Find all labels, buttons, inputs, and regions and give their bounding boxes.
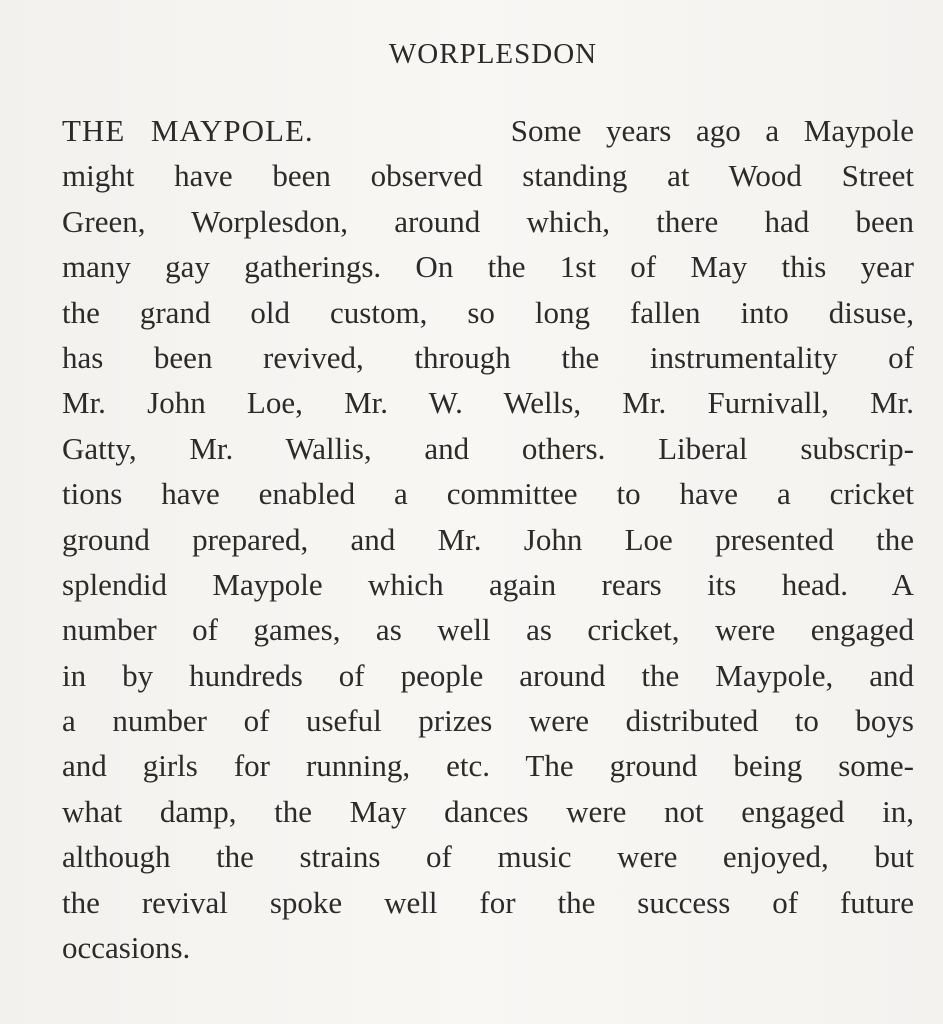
page-heading: WORPLESDON bbox=[388, 38, 598, 70]
article-line: tions have enabled a committee to have a cricket bbox=[62, 476, 914, 512]
article-line: a number of useful prizes were distributed to boys bbox=[62, 703, 914, 739]
article-line-text: Some years ago a Maypole bbox=[510, 113, 914, 148]
article-line: and girls for running, etc. The ground being some- bbox=[62, 748, 914, 784]
article-line: might have been observed standing at Wood Street bbox=[62, 158, 914, 194]
article-line: what damp, the May dances were not engaged in, bbox=[62, 793, 914, 829]
article-body bbox=[62, 108, 914, 970]
article-line: has been revived, through the instrumentality of bbox=[62, 339, 914, 375]
article-line: the revival spoke well for the success of future bbox=[62, 884, 914, 920]
article-line: although the strains of music were enjoyed, but bbox=[62, 839, 914, 875]
article-line: many gay gatherings. On the 1st of May this year bbox=[62, 249, 914, 285]
article-line: Gatty, Mr. Wallis, and others. Liberal subscrip- bbox=[62, 430, 914, 466]
article-line: Green, Worplesdon, around which, there had been bbox=[62, 203, 914, 239]
article-line-last: occasions. bbox=[62, 930, 191, 966]
article-line: number of games, as well as cricket, were engaged bbox=[62, 612, 914, 648]
run-in-title: THE MAYPOLE. bbox=[62, 113, 314, 148]
article-line-first bbox=[62, 108, 914, 153]
article-line: splendid Maypole which again rears its head. A bbox=[62, 566, 914, 602]
article-line: in by hundreds of people around the Maypole, and bbox=[62, 657, 914, 693]
article-line: ground prepared, and Mr. John Loe presented the bbox=[62, 521, 914, 557]
article-line: the grand old custom, so long fallen into disuse, bbox=[62, 294, 914, 330]
article-line: Mr. John Loe, Mr. W. Wells, Mr. Furnivall, Mr. bbox=[62, 385, 914, 421]
